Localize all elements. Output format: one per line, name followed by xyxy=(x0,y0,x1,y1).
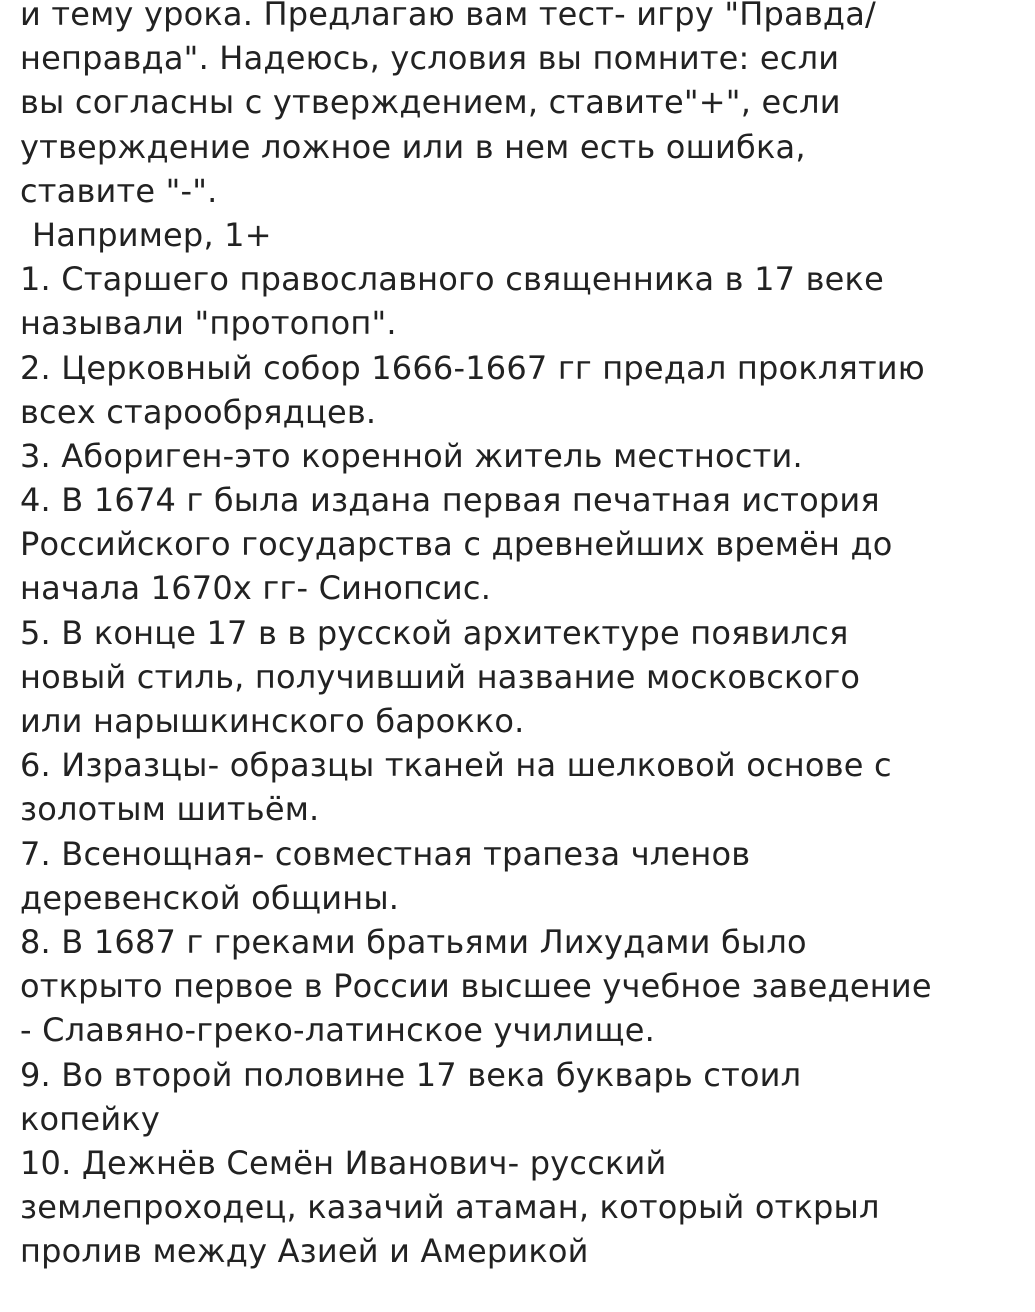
document-text xyxy=(20,0,1020,1273)
question-2-cont: всех старообрядцев. xyxy=(20,392,377,431)
example-line: Например, 1+ xyxy=(32,215,272,254)
question-3: 3. Абориген-это коренной житель местности. xyxy=(20,436,803,475)
text-line: вы согласны с утверждением, ставите"+", если xyxy=(20,83,841,122)
text-line: ставите "-". xyxy=(20,171,218,210)
question-8: 8. В 1687 г греками братьями Лихудами было xyxy=(20,922,807,961)
question-6-cont: золотым шитьём. xyxy=(20,790,320,829)
question-4-cont: начала 1670х гг- Синопсис. xyxy=(20,569,492,608)
text-line: и тему урока. Предлагаю вам тест- игру "Правда/ xyxy=(20,0,877,33)
question-5-cont: новый стиль, получивший название московского xyxy=(20,657,861,696)
question-5-cont: или нарышкинского барокко. xyxy=(20,702,525,740)
question-1-cont: называли "протопоп". xyxy=(20,304,397,343)
question-7-cont: деревенской общины. xyxy=(20,878,400,917)
question-4-cont: Российского государства с древнейших времён до xyxy=(20,525,893,564)
question-8-cont: - Славяно-греко-латинское училище. xyxy=(20,1011,656,1050)
question-10-cont: землепроходец, казачий атаман, который открыл xyxy=(20,1188,880,1227)
text-line: неправда". Надеюсь, условия вы помните: если xyxy=(20,39,840,78)
question-1: 1. Старшего православного священника в 17 веке xyxy=(20,260,884,299)
question-9: 9. Во второй половине 17 века букварь стоил xyxy=(20,1055,802,1094)
question-6: 6. Изразцы- образцы тканей на шелковой основе с xyxy=(20,746,892,785)
question-10: 10. Дежнёв Семён Иванович- русский xyxy=(20,1143,667,1182)
text-line: утверждение ложное или в нем есть ошибка, xyxy=(20,127,806,166)
question-9-cont: копейку xyxy=(20,1099,160,1138)
question-2: 2. Церковный собор 1666-1667 гг предал проклятию xyxy=(20,348,925,387)
question-4: 4. В 1674 г была издана первая печатная история xyxy=(20,481,880,520)
question-5: 5. В конце 17 в в русской архитектуре появился xyxy=(20,613,849,652)
question-8-cont: открыто первое в России высшее учебное заведение xyxy=(20,967,932,1006)
question-10-cont: пролив между Азией и Америкой xyxy=(20,1232,589,1271)
question-7: 7. Всенощная- совместная трапеза членов xyxy=(20,834,751,873)
